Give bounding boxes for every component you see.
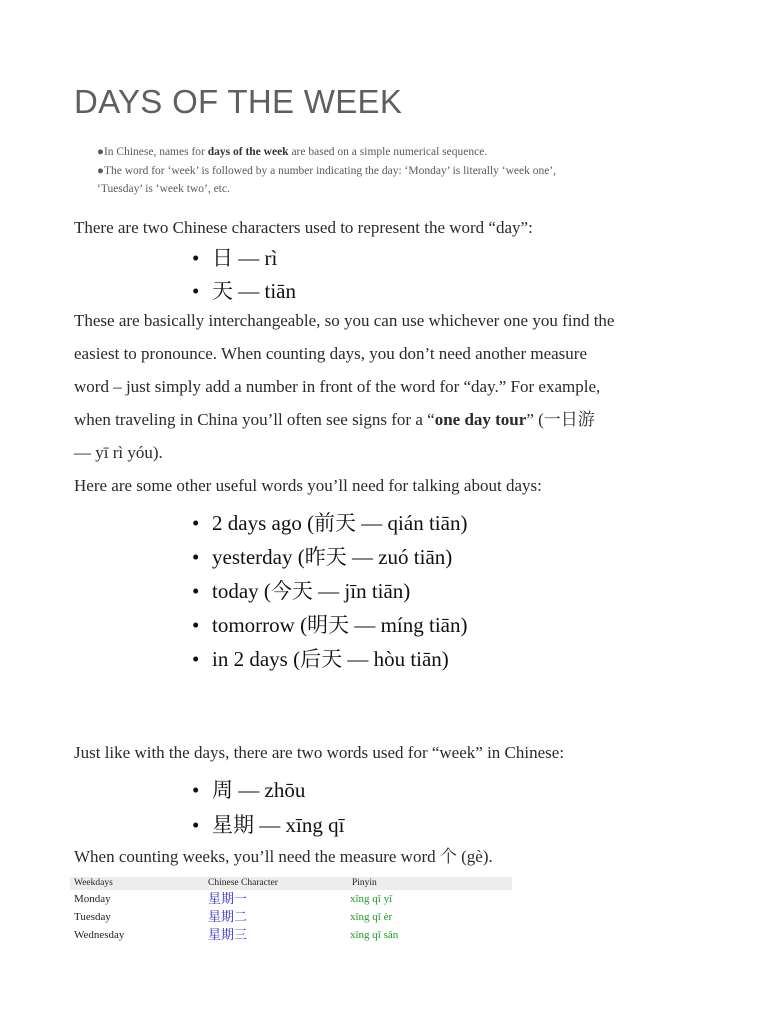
list-item	[192, 278, 296, 304]
list-item	[192, 544, 452, 570]
bullet-icon: •	[192, 813, 200, 837]
paragraph-line: word – just simply add a number in front of the word for “day.” For example,	[74, 377, 601, 396]
useful-intro: Here are some other useful words you’ll need for talking about days:	[74, 476, 542, 495]
table-cell-weekday: Monday	[74, 893, 111, 905]
paragraph-text: when traveling in China you’ll often see signs for a “	[74, 410, 435, 429]
useful-word: yesterday (昨天 — zuó tiān)	[212, 545, 453, 569]
list-item	[192, 812, 344, 838]
paragraph-text: ” (一日游	[526, 410, 595, 429]
useful-word: tomorrow (明天 — míng tiān)	[212, 613, 468, 637]
table-header-weekdays: Weekdays	[74, 878, 113, 888]
day-word: 日 — rì	[212, 246, 278, 270]
table-cell-pinyin: xīng qī sān	[350, 929, 399, 941]
table-header-pinyin: Pinyin	[352, 878, 377, 888]
note-bold-text: days of the week	[207, 146, 289, 158]
useful-word: 2 days ago (前天 — qián tiān)	[212, 511, 468, 535]
list-item	[192, 578, 410, 604]
day-word: 天 — tiān	[212, 279, 296, 303]
list-item	[192, 646, 449, 672]
week-intro: Just like with the days, there are two words used for “week” in Chinese:	[74, 743, 565, 762]
bullet-icon: •	[192, 579, 200, 603]
note-line: ●The word for ‘week’ is followed by a number indicating the day: ‘Monday’ is literally ‘week one’,	[97, 165, 557, 177]
measure-note: When counting weeks, you’ll need the measure word 个 (gè).	[74, 847, 493, 866]
note-line: ‘Tuesday’ is ‘week two’, etc.	[97, 183, 230, 195]
table-header-background	[70, 877, 512, 890]
note-text: are based on a simple numerical sequence.	[288, 146, 488, 158]
paragraph-line: These are basically interchangeable, so you can use whichever one you find the	[74, 311, 615, 330]
bullet-icon: •	[192, 511, 200, 535]
one-day-tour-text: one day tour	[434, 410, 527, 429]
note-text: ●In Chinese, names for	[97, 146, 208, 158]
note-line	[97, 144, 487, 160]
table-header-chinese: Chinese Character	[208, 878, 278, 888]
paragraph-line: — yī rì yóu).	[74, 443, 163, 462]
useful-word: today (今天 — jīn tiān)	[212, 579, 411, 603]
table-cell-weekday: Wednesday	[74, 929, 125, 941]
paragraph-line	[74, 410, 595, 430]
bullet-icon: •	[192, 613, 200, 637]
table-cell-pinyin: xīng qī èr	[350, 911, 393, 923]
paragraph-line: easiest to pronounce. When counting days, you don’t need another measure	[74, 344, 588, 363]
bullet-icon: •	[192, 545, 200, 569]
page-title: DAYS OF THE WEEK	[74, 83, 403, 120]
day-intro: There are two Chinese characters used to represent the word “day”:	[74, 218, 533, 237]
bullet-icon: •	[192, 279, 200, 303]
table-cell-hanzi: 星期二	[208, 909, 248, 924]
list-item	[192, 245, 277, 271]
table-cell-weekday: Tuesday	[74, 911, 111, 923]
table-cell-hanzi: 星期三	[208, 927, 248, 942]
bullet-icon: •	[192, 647, 200, 671]
table-cell-hanzi: 星期一	[208, 891, 248, 906]
list-item	[192, 777, 305, 803]
list-item	[192, 510, 467, 536]
week-word: 周 — zhōu	[212, 778, 306, 802]
bullet-icon: •	[192, 246, 200, 270]
table-cell-pinyin: xīng qī yī	[350, 893, 393, 905]
list-item	[192, 612, 467, 638]
week-word: 星期 — xīng qī	[212, 813, 345, 837]
bullet-icon: •	[192, 778, 200, 802]
useful-word: in 2 days (后天 — hòu tiān)	[212, 647, 449, 671]
